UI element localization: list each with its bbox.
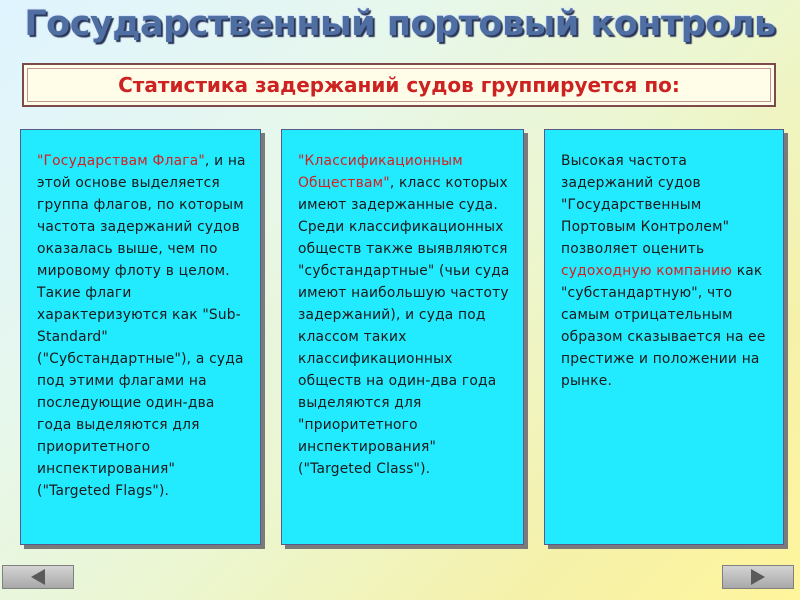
card-class-societies-text	[298, 150, 511, 480]
card-class-societies	[281, 129, 524, 545]
card-shipping-company-body-end: как "субстандартную", что самым отрицательным образом сказывается на ее престиже и положении на рынке.	[561, 263, 766, 389]
arrow-left-icon	[31, 569, 45, 585]
card-class-societies-highlight: "Классификационным Обществам"	[298, 153, 463, 191]
subtitle-text: Статистика задержаний судов группируется по:	[118, 73, 680, 97]
card-class-societies-body: , класс которых имеют задержанные суда. Среди классификационных обществ также выявляются "субстандартные" (чьи суда имеют наибольшую частоту задержаний), и суда под классом таких классификационных обществ на один-два года выделяются для "приоритетного инспектирования" ("Targeted Class").	[298, 175, 510, 477]
arrow-right-icon	[751, 569, 765, 585]
card-shipping-company-highlight: судоходную компанию	[561, 263, 733, 279]
card-shipping-company-body-start: Высокая частота задержаний судов "Государственным Портовым Контролем" позволяет оценить	[561, 153, 730, 257]
card-flag-states-text	[37, 150, 248, 502]
card-shipping-company	[544, 129, 784, 545]
card-flag-states-highlight: "Государствам Флага"	[37, 153, 205, 169]
subtitle-frame	[27, 68, 771, 102]
slide-title: Государственный портовый контроль	[24, 4, 776, 44]
card-flag-states-body: , и на этой основе выделяется группа флагов, по которым частота задержаний судов оказалась выше, чем по мировому флоту в целом. Такие флаги характеризуются как "Sub-Standard" ("Субстандартные"), а суда под этими флагами на последующие один-два года выделяются для приоритетного инспектирования" ("Targeted Flags").	[37, 153, 246, 499]
previous-slide-button[interactable]	[2, 565, 74, 589]
subtitle-box	[22, 63, 776, 107]
card-flag-states	[20, 129, 261, 545]
card-shipping-company-text	[561, 150, 771, 392]
next-slide-button[interactable]	[722, 565, 794, 589]
